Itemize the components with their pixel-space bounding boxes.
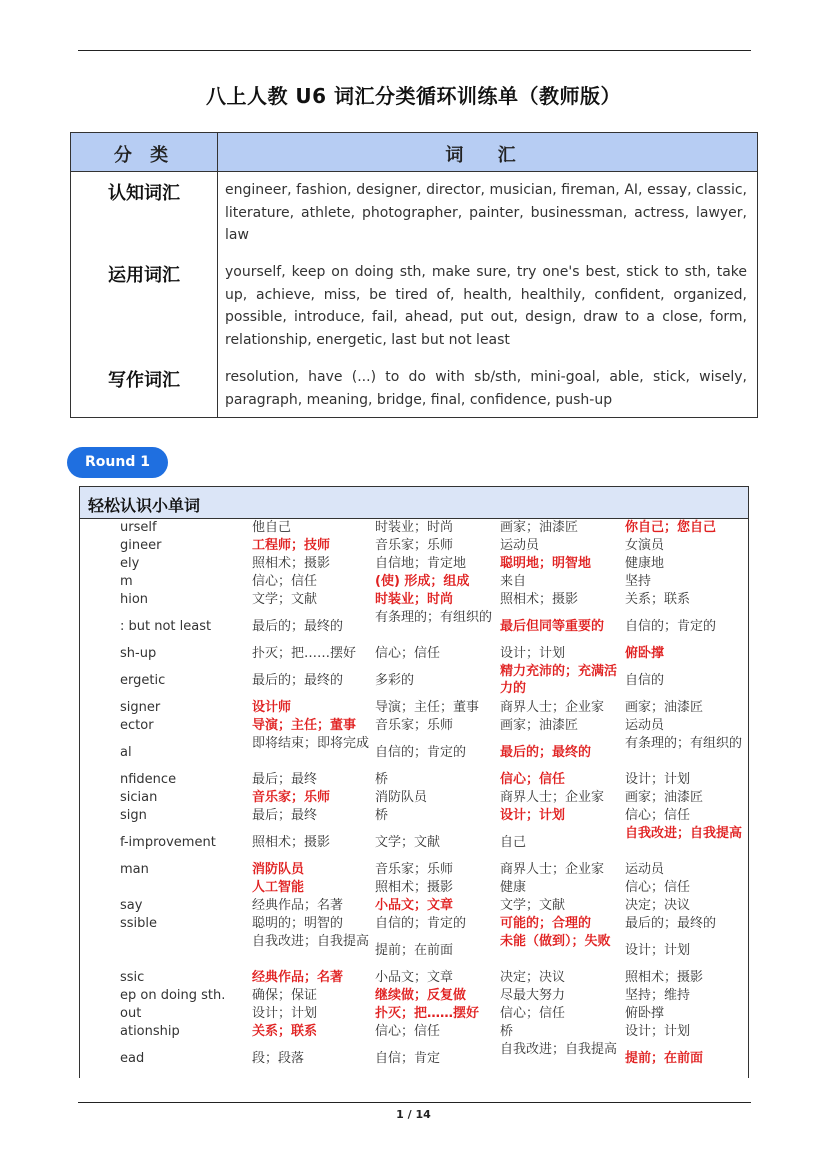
exercise-word: f-improvement bbox=[120, 835, 216, 850]
exercise-option: 画家；油漆匠 bbox=[625, 790, 704, 805]
footer-rule bbox=[78, 1102, 751, 1103]
exercise-option: 经典作品；名著 bbox=[252, 898, 344, 913]
exercise-option: 设计；计划 bbox=[625, 943, 691, 958]
exercise-option: 文学；文献 bbox=[375, 835, 441, 850]
exercise-option: 最后的；最终的 bbox=[252, 619, 344, 634]
exercise-option: 自信的 bbox=[625, 673, 665, 688]
exercise-option: 信心；信任 bbox=[375, 1024, 441, 1039]
exercise-option: 商界人士；企业家 bbox=[500, 862, 605, 877]
exercise-row bbox=[80, 555, 748, 573]
exercise-row bbox=[80, 735, 748, 771]
category-usage: 运用词汇 bbox=[108, 265, 180, 286]
exercise-option: 画家；油漆匠 bbox=[500, 718, 579, 733]
exercise-word: out bbox=[120, 1006, 142, 1021]
exercise-word: ely bbox=[120, 556, 140, 571]
exercise-option: 照相术；摄影 bbox=[252, 556, 331, 571]
exercise-option: 他自己 bbox=[252, 520, 292, 535]
exercise-option: 照相术；摄影 bbox=[500, 592, 579, 607]
answer-option: 关系；联系 bbox=[252, 1024, 318, 1039]
exercise-option: 设计；计划 bbox=[625, 1024, 691, 1039]
answer-option: 聪明地；明智地 bbox=[500, 556, 592, 571]
exercise-row bbox=[80, 879, 748, 897]
exercise-option: 信心；信任 bbox=[625, 880, 691, 895]
page-title: 八上人教 U6 词汇分类循环训练单（教师版） bbox=[205, 84, 622, 108]
exercise-row bbox=[80, 915, 748, 933]
exercise-word: ssic bbox=[120, 970, 145, 985]
exercise-option: 段；段落 bbox=[252, 1051, 305, 1066]
answer-option: 最后但同等重要的 bbox=[500, 619, 605, 634]
exercise-word: ationship bbox=[120, 1024, 180, 1039]
exercise-option: 最后；最终 bbox=[252, 772, 318, 787]
exercise-option: 有条理的；有组织的 bbox=[625, 736, 743, 751]
exercise-option: 信心；信任 bbox=[252, 574, 318, 589]
header-vocab: 词 汇 bbox=[445, 145, 530, 166]
exercise-row bbox=[80, 825, 748, 861]
exercise-title: 轻松认识小单词 bbox=[88, 496, 201, 515]
exercise-option: 最后的；最终的 bbox=[252, 673, 344, 688]
exercise-option: 运动员 bbox=[625, 718, 665, 733]
words-cognitive: engineer, fashion, designer, director, musician, fireman, AI, essay, classic, literature, athlete, photographer, painter, businessman, actress, lawyer, law bbox=[225, 182, 747, 243]
exercise-option: 设计；计划 bbox=[252, 1006, 318, 1021]
exercise-option: 画家；油漆匠 bbox=[500, 520, 579, 535]
answer-option: 人工智能 bbox=[252, 880, 305, 895]
answer-option: 设计师 bbox=[252, 700, 292, 715]
exercise-panel bbox=[79, 486, 749, 1078]
answer-option: 未能（做到）；失败 bbox=[500, 934, 611, 949]
answer-option: 提前；在前面 bbox=[625, 1051, 704, 1066]
answer-option: 工程师；技师 bbox=[252, 538, 331, 553]
exercise-option: 照相术；摄影 bbox=[252, 835, 331, 850]
answer-option: 自我改进；自我提高 bbox=[625, 826, 743, 841]
vocab-table bbox=[70, 132, 758, 418]
header-category: 分 类 bbox=[113, 145, 175, 166]
exercise-option: 自信地；肯定地 bbox=[375, 556, 467, 571]
answer-option: 扑灭；把……摆好 bbox=[375, 1006, 480, 1021]
exercise-word: ssible bbox=[120, 916, 158, 931]
exercise-word: ector bbox=[120, 718, 154, 733]
exercise-option: 导演；主任；董事 bbox=[375, 700, 480, 715]
page-number: 1 / 14 bbox=[396, 1108, 431, 1121]
exercise-word: say bbox=[120, 898, 143, 913]
exercise-word: sign bbox=[120, 808, 147, 823]
exercise-option: 信心；信任 bbox=[375, 646, 441, 661]
exercise-option: 多彩的 bbox=[375, 673, 415, 688]
exercise-row bbox=[80, 519, 748, 537]
exercise-option: 文学；文献 bbox=[252, 592, 318, 607]
exercise-row bbox=[80, 591, 748, 609]
exercise-option: 自信的；肯定的 bbox=[375, 745, 467, 760]
exercise-option: 健康地 bbox=[625, 556, 665, 571]
exercise-option: 决定；决议 bbox=[500, 970, 566, 985]
exercise-option: 扑灭；把……摆好 bbox=[252, 646, 357, 661]
words-writing: resolution, have (...) to do with sb/sth, mini-goal, able, stick, wisely, paragraph, meaning, bridge, final, confidence, push-up bbox=[225, 369, 747, 408]
exercise-word: ep on doing sth. bbox=[120, 988, 226, 1003]
exercise-option: 坚持；维持 bbox=[625, 988, 691, 1003]
exercise-row bbox=[80, 1023, 748, 1041]
exercise-row bbox=[80, 663, 748, 699]
exercise-row bbox=[80, 969, 748, 987]
exercise-option: 女演员 bbox=[625, 538, 665, 553]
exercise-option: 信心；信任 bbox=[500, 1006, 566, 1021]
exercise-option: 自我改进；自我提高 bbox=[500, 1042, 618, 1057]
exercise-word: al bbox=[120, 745, 132, 760]
exercise-option: 坚持 bbox=[625, 574, 652, 589]
answer-option: 精力充沛的；充满活力的 bbox=[500, 664, 618, 696]
exercise-option: 自己 bbox=[500, 835, 527, 850]
exercise-option: 设计；计划 bbox=[500, 646, 566, 661]
answer-option: 继续做；反复做 bbox=[375, 988, 467, 1003]
answer-option: 信心；信任 bbox=[500, 772, 566, 787]
answer-option: 消防队员 bbox=[252, 862, 305, 877]
exercise-option: 最后的；最终的 bbox=[625, 916, 717, 931]
exercise-option: 桥 bbox=[375, 772, 389, 787]
exercise-option: 健康 bbox=[500, 880, 527, 895]
exercise-option: 音乐家；乐师 bbox=[375, 718, 454, 733]
category-cognitive: 认知词汇 bbox=[108, 183, 180, 204]
exercise-word: ergetic bbox=[120, 673, 166, 688]
exercise-word: m bbox=[120, 574, 133, 589]
answer-option: 导演；主任；董事 bbox=[252, 718, 357, 733]
exercise-row bbox=[80, 789, 748, 807]
exercise-row bbox=[80, 897, 748, 915]
exercise-option: 音乐家；乐师 bbox=[375, 862, 454, 877]
exercise-option: 俯卧撑 bbox=[625, 1006, 665, 1021]
exercise-option: 照相术；摄影 bbox=[625, 970, 704, 985]
exercise-option: 自我改进；自我提高 bbox=[252, 934, 370, 949]
vocab-table-header bbox=[71, 133, 757, 172]
exercise-option: 决定；决议 bbox=[625, 898, 691, 913]
exercise-option: 确保；保证 bbox=[252, 988, 318, 1003]
exercise-option: 有条理的；有组织的 bbox=[375, 610, 493, 625]
exercise-option: 即将结束；即将完成 bbox=[252, 736, 370, 751]
exercise-row bbox=[80, 645, 748, 663]
exercise-option: 设计；计划 bbox=[625, 772, 691, 787]
exercise-option: 自信的；肯定的 bbox=[625, 619, 717, 634]
exercise-option: 尽最大努力 bbox=[500, 988, 566, 1003]
exercise-row bbox=[80, 987, 748, 1005]
round-badge: Round 1 bbox=[67, 447, 168, 478]
answer-option: 俯卧撑 bbox=[625, 646, 665, 661]
exercise-option: 小品文；文章 bbox=[375, 970, 454, 985]
exercise-row bbox=[80, 1041, 748, 1077]
exercise-word: signer bbox=[120, 700, 161, 715]
exercise-row bbox=[80, 933, 748, 969]
exercise-header bbox=[80, 487, 748, 519]
answer-option: 时装业；时尚 bbox=[375, 592, 454, 607]
category-writing: 写作词汇 bbox=[108, 370, 180, 391]
column-divider bbox=[217, 133, 218, 417]
exercise-grid bbox=[80, 519, 748, 1077]
exercise-row bbox=[80, 609, 748, 645]
exercise-row bbox=[80, 807, 748, 825]
answer-option: 经典作品；名著 bbox=[252, 970, 344, 985]
exercise-row bbox=[80, 699, 748, 717]
exercise-word: man bbox=[120, 862, 149, 877]
answer-option: 最后的；最终的 bbox=[500, 745, 592, 760]
exercise-option: 商界人士；企业家 bbox=[500, 790, 605, 805]
exercise-word: sician bbox=[120, 790, 158, 805]
answer-option: (使) 形成；组成 bbox=[375, 574, 470, 589]
exercise-option: 自信；肯定 bbox=[375, 1051, 441, 1066]
exercise-row bbox=[80, 771, 748, 789]
header-rule bbox=[78, 50, 751, 51]
exercise-option: 来自 bbox=[500, 574, 527, 589]
exercise-option: 音乐家；乐师 bbox=[375, 538, 454, 553]
answer-option: 音乐家；乐师 bbox=[252, 790, 331, 805]
exercise-word: : but not least bbox=[120, 619, 212, 634]
exercise-option: 关系；联系 bbox=[625, 592, 691, 607]
exercise-row bbox=[80, 861, 748, 879]
exercise-word: hion bbox=[120, 592, 149, 607]
answer-option: 你自己；您自己 bbox=[625, 520, 717, 535]
exercise-row bbox=[80, 537, 748, 555]
exercise-option: 提前；在前面 bbox=[375, 943, 454, 958]
exercise-option: 运动员 bbox=[625, 862, 665, 877]
exercise-option: 商界人士；企业家 bbox=[500, 700, 605, 715]
exercise-option: 桥 bbox=[375, 808, 389, 823]
exercise-row bbox=[80, 717, 748, 735]
exercise-option: 聪明的；明智的 bbox=[252, 916, 344, 931]
answer-option: 设计；计划 bbox=[500, 808, 566, 823]
answer-option: 小品文；文章 bbox=[375, 898, 454, 913]
answer-option: 可能的；合理的 bbox=[500, 916, 592, 931]
words-usage: yourself, keep on doing sth, make sure, try one's best, stick to sth, take up, achieve, miss, be tired of, health, healthily, confident, organized, possible, introduce, fail, ahead, put out, design, draw to a close, form, relationship, energetic, last but not least bbox=[225, 264, 747, 348]
exercise-word: gineer bbox=[120, 538, 162, 553]
exercise-word: ead bbox=[120, 1051, 145, 1066]
exercise-word: nfidence bbox=[120, 772, 177, 787]
exercise-option: 文学；文献 bbox=[500, 898, 566, 913]
exercise-option: 画家；油漆匠 bbox=[625, 700, 704, 715]
exercise-word: urself bbox=[120, 520, 157, 535]
exercise-word: sh-up bbox=[120, 646, 157, 661]
exercise-option: 信心；信任 bbox=[625, 808, 691, 823]
exercise-option: 消防队员 bbox=[375, 790, 428, 805]
exercise-option: 时装业；时尚 bbox=[375, 520, 454, 535]
exercise-option: 最后；最终 bbox=[252, 808, 318, 823]
exercise-option: 照相术；摄影 bbox=[375, 880, 454, 895]
exercise-row bbox=[80, 573, 748, 591]
exercise-option: 桥 bbox=[500, 1024, 514, 1039]
exercise-option: 运动员 bbox=[500, 538, 540, 553]
exercise-row bbox=[80, 1005, 748, 1023]
exercise-option: 自信的；肯定的 bbox=[375, 916, 467, 931]
